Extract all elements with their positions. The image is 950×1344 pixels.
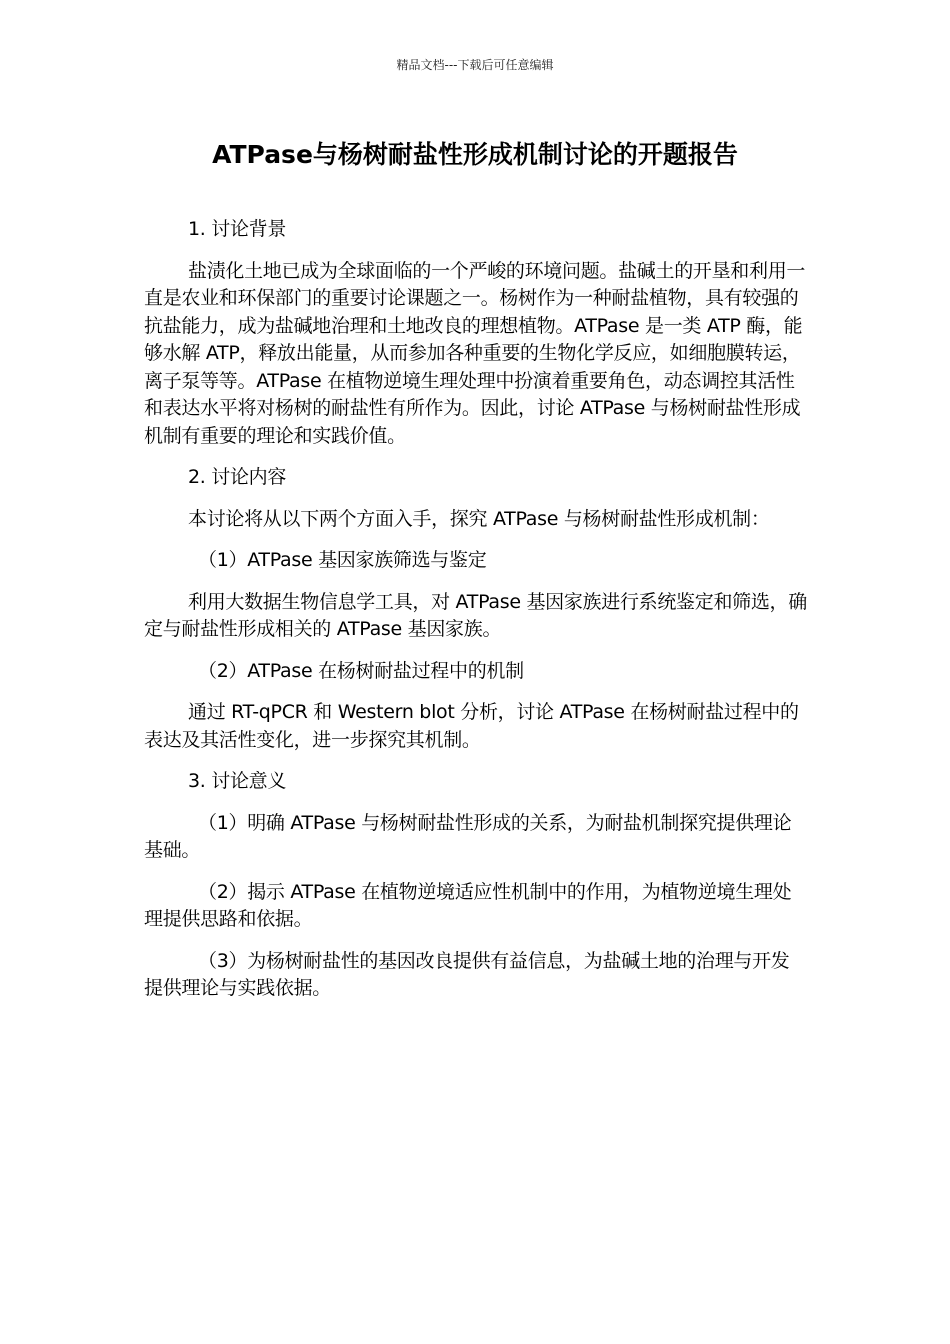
significance-item-3: （3）为杨树耐盐性的基因改良提供有益信息，为盐碱土地的治理与开发提供理论与实践依据。 bbox=[144, 949, 790, 999]
section-heading-background: 1. 讨论背景 bbox=[188, 218, 287, 240]
significance-item-1: （1）明确 ATPase 与杨树耐盐性形成的关系，为耐盐机制探究提供理论基础。 bbox=[144, 811, 792, 861]
section-heading-significance: 3. 讨论意义 bbox=[188, 770, 287, 792]
significance-item-2: （2）揭示 ATPase 在植物逆境适应性机制中的作用，为植物逆境生理处理提供思路和依据。 bbox=[144, 880, 792, 930]
header-note: 精品文档---下载后可任意编辑 bbox=[396, 58, 554, 72]
paragraph-gene-family: 利用大数据生物信息学工具，对 ATPase 基因家族进行系统鉴定和筛选，确定与耐盐性形成相关的 ATPase 基因家族。 bbox=[144, 590, 807, 640]
subheading-gene-family: （1）ATPase 基因家族筛选与鉴定 bbox=[198, 549, 487, 571]
section-heading-content: 2. 讨论内容 bbox=[188, 466, 287, 488]
paragraph-content-intro: 本讨论将从以下两个方面入手，探究 ATPase 与杨树耐盐性形成机制： bbox=[188, 507, 770, 530]
paragraph-mechanism: 通过 RT-qPCR 和 Western blot 分析，讨论 ATPase 在杨树耐盐过程中的表达及其活性变化，进一步探究其机制。 bbox=[144, 701, 799, 751]
document-title: ATPase与杨树耐盐性形成机制讨论的开题报告 bbox=[212, 140, 738, 169]
subheading-mechanism: （2）ATPase 在杨树耐盐过程中的机制 bbox=[198, 659, 524, 682]
paragraph-background: 盐渍化土地已成为全球面临的一个严峻的环境问题。盐碱土的开垦和利用一直是农业和环保部门的重要讨论课题之一。杨树作为一种耐盐植物，具有较强的抗盐能力，成为盐碱地治理和土地改良的理想植物。ATPase 是一类 ATP 酶，能够水解 ATP，释放出能量，从而参加各种重要的生物化学反应，如细胞膜转运，离子泵等等。ATPase 在植物逆境生理处理中扮演着重要角色，动态调控其活性和表达水平将对杨树的耐盐性有所作为。因此，讨论 ATPase 与杨树耐盐性形成机制有重要的理论和实践价值。 bbox=[144, 259, 806, 447]
document-body bbox=[144, 216, 808, 1017]
